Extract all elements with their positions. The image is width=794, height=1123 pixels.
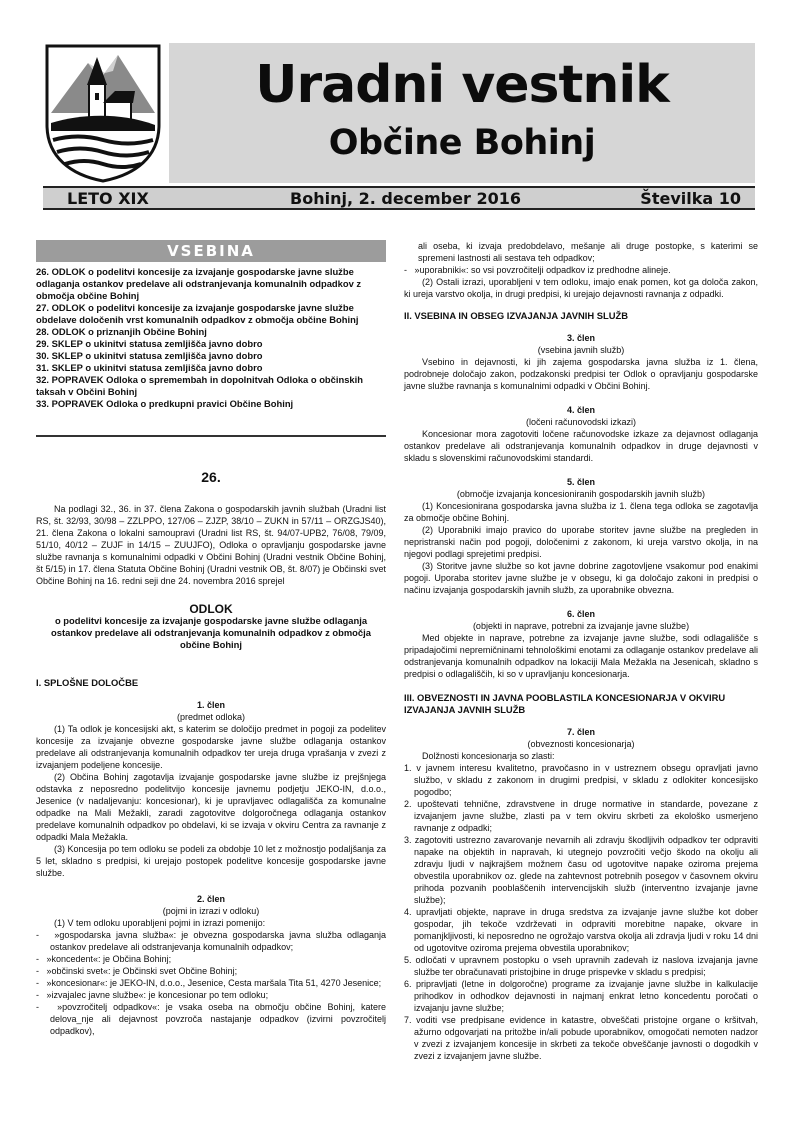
article-title: 5. člen: [566, 477, 595, 487]
bohinj-coat-of-arms-logo: [43, 43, 163, 183]
toc-item[interactable]: 29. SKLEP o ukinitvi statusa zemljišča javno dobro: [36, 338, 263, 349]
article-title: 2. člen: [196, 894, 225, 904]
toc-item[interactable]: 33. POPRAVEK Odloka o predkupni pravici Občine Bohinj: [36, 398, 294, 409]
toc-item[interactable]: 27. ODLOK o podelitvi koncesije za izvajanje gospodarske javne službe obdelave določenih vrst komunalnih odpadkov z območja občine Bohinj: [36, 302, 359, 325]
contents-heading: VSEBINA: [36, 240, 386, 262]
paragraph: (1) Koncesionirana gospodarska javna služba iz 1. člena tega odloka se zagotavlja za območje občine Bohinj.: [404, 501, 758, 523]
article-title: 1. člen: [196, 700, 225, 710]
title-panel: [169, 43, 755, 183]
toc-item[interactable]: 28. ODLOK o priznanjih Občine Bohinj: [36, 326, 207, 337]
list-item-text: »izvajalec javne službe«: je koncesionar po tem odloku;: [46, 990, 269, 1000]
table-of-contents: [36, 266, 386, 410]
publication-subtitle: Občine Bohinj: [328, 123, 596, 163]
article-subtitle: (območje izvajanja koncesioniranih gospodarskih javnih služb): [456, 489, 706, 499]
paragraph: (2) Ostali izrazi, uporabljeni v tem odloku, imajo enak pomen, kot ga določa zakon, ki ureja varstvo okolja, in drugi predpisi, ki urejajo dejavnosti ravnanja z odpadki.: [404, 277, 758, 299]
list-item: 3. zagotoviti ustrezno zavarovanje nevarnih ali zdravju škodljivih odpadkov ter odpraviti napake na objektih in napravah, ki utegnejo povzročiti večjo škodo na okolju ali zdravju ljudi v najkrajšem možnem času od ugotovitve napake oziroma prejema obvestila uporabnikov oz. glede na zahtevnost potrebnih posegov v časovnem okviru prihoda pozvanih pooblaščenih intervencijskih služb (interventno izvajanje javne službe);: [404, 835, 758, 905]
article-title: 3. člen: [566, 333, 595, 343]
paragraph: (3) Koncesija po tem odloku se podeli za obdobje 10 let z možnostjo podaljšanja za 5 let, skladno s predpisi, ki urejajo postopek podelitve koncesije gospodarske javne službe.: [36, 844, 386, 878]
article-subtitle: (ločeni računovodski izkazi): [525, 417, 637, 427]
article-title: 6. člen: [566, 609, 595, 619]
list-item-text: »povzročitelj odpadkov«: je vsaka oseba na območju občine Bohinj, katere delova_nje ali dejavnost povzroča nastajanje odpadkov (izvirni povzročitelj odpadkov),: [50, 1002, 386, 1036]
publication-title: Uradni vestnik: [255, 55, 669, 115]
list-item: 6. pripravljati (letne in dolgoročne) programe za izvajanje javne službe in kalkulacije prihodkov in odhodkov dejavnosti in najmanj enkrat letno koncedentu poročati o izvajanju javne službe;: [404, 979, 758, 1013]
list-item: - »povzročitelj odpadkov«: je vsaka oseba na območju občine Bohinj, katere delova_nje ali dejavnost povzroča nastajanje odpadkov (izvirni povzročitelj odpadkov),: [36, 1002, 386, 1036]
section-heading: I. SPLOŠNE DOLOČBE: [36, 677, 139, 688]
list-item: 2. upoštevati tehnične, zdravstvene in druge normative in standarde, povezane z izvajanjem javne službe, zlasti pa v tem okviru skrbeti za ekološko usmerjeno ravnanje z odpadki;: [404, 799, 758, 833]
paragraph: Vsebino in dejavnosti, ki jih zajema gospodarska javna služba iz 1. člena, podrobneje določajo zakon, podzakonski predpisi ter Odlok o opravljanju gospodarske javne službe ravnanja s komunalnimi odpadki v Občini Bohinj.: [404, 357, 758, 391]
toc-item[interactable]: 26. ODLOK o podelitvi koncesije za izvajanje gospodarske javne službe odlaganja ostankov predelave ali odstranjevanja komunalnih odpadkov z območja občine Bohinj: [36, 266, 362, 301]
toc-item[interactable]: 31. SKLEP o ukinitvi statusa zemljišča javno dobro: [36, 362, 263, 373]
decree-title: ODLOK: [189, 602, 233, 616]
list-item-text: »koncesionar«: je JEKO-IN, d.o.o., Jesenice, Cesta maršala Tita 51, 4270 Jesenice;: [46, 978, 382, 988]
left-column: [36, 240, 386, 1037]
decree-subtitle: o podelitvi koncesije za izvajanje gospodarske javne službe odlaganja ostankov predelave ali odstranjevanja komunalnih odpadkov z območja občine Bohinj: [51, 615, 371, 650]
paragraph: (2) Uporabniki imajo pravico do uporabe storitev javne službe na pregleden in nepristranski način pod pogoji, določenimi z zakonom, ki ureja varstvo okolja, in na njegovi podlagi sprejetimi predpisi.: [404, 525, 758, 559]
divider: [36, 435, 386, 437]
list-item: - »koncedent«: je Občina Bohinj;: [36, 954, 172, 964]
article-subtitle: (predmet odloka): [176, 712, 246, 722]
list-item: - »občinski svet«: je Občinski svet Občine Bohinj;: [36, 966, 238, 976]
paragraph: (3) Storitve javne službe so kot javne dobrine zagotovljene vsakomur pod enakimi pogoji. Uporaba storitev javne službe je v obsegu, ki ga določajo zakoni in predpisi o načinu izvajanja gospodarskih javnih služb, za uporabnike obvezna.: [404, 561, 758, 595]
list-item: - »koncesionar«: je JEKO-IN, d.o.o., Jesenice, Cesta maršala Tita 51, 4270 Jesenice;: [36, 978, 382, 988]
paragraph: ali oseba, ki izvaja predobdelavo, mešanje ali druge postopke, s katerimi se spremeni lastnosti ali sestava teh odpadkov;: [418, 241, 758, 263]
paragraph: (2) Občina Bohinj zagotavlja izvajanje gospodarske javne službe iz prejšnjega odstavka z neposredno podelitvijo koncesije javnemu podjetju JEKO-IN, d.o.o., Jesenice (v nadaljevanju: koncesionar), ki je upravljavec odlagališča za komunalne odpadke na Mali Mežakli, zaradi zagotovitve dolgoročnega odlaganja ostankov predelave komunalnih odpadkov po obdelavi, ki se izvaja v okviru Centra za ravnanje z odpadki Mala Mežakla.: [36, 772, 386, 842]
list-item: 4. upravljati objekte, naprave in druga sredstva za izvajanje javne službe kot dober gospodar, jih tekoče vzdrževati in odpraviti morebitne napake, okvare in pomanjkljivosti, ki neposredno ne ogrožajo varstva okolja ali zdravja ljudi v roku 14 dni od ugotovitve oziroma prejema obvestila uporabnikov;: [404, 907, 758, 953]
list-item-text: »občinski svet«: je Občinski svet Občine Bohinj;: [46, 966, 238, 976]
paragraph: (1) V tem odloku uporabljeni pojmi in izrazi pomenijo:: [54, 918, 266, 928]
issue-year: LETO XIX: [67, 189, 149, 208]
paragraph: Koncesionar mora zagotoviti ločene računovodske izkaze za dejavnost odlaganja ostankov predelave ali odstranjevanja komunalnih odpadkov in druge dejavnosti v skladu s slovenskimi računovodskimi standardi.: [404, 429, 758, 463]
list-item-text: »uporabniki«: so vsi povzročitelji odpadkov iz predhodne alineje.: [414, 265, 671, 275]
list-item-text: »koncedent«: je Občina Bohinj;: [46, 954, 172, 964]
article-subtitle: (obveznosti koncesionarja): [527, 739, 635, 749]
list-item: 1. v javnem interesu kvalitetno, pravočasno in v ustreznem obsegu opravljati javno službo, v skladu z zakonom in drugimi predpisi, v skladu z odlokiter koncesijsko pogodbo;: [404, 763, 758, 797]
issue-bar: [43, 186, 755, 210]
toc-item[interactable]: 30. SKLEP o ukinitvi statusa zemljišča javno dobro: [36, 350, 263, 361]
list-item: 5. odločati v upravnem postopku o vseh upravnih zadevah iz naslova izvajanja javne službe ter obračunavati pristojbine in druge prispevke v skladu s predpisi;: [404, 955, 758, 977]
list-item: - »izvajalec javne službe«: je koncesionar po tem odloku;: [36, 990, 269, 1000]
section-heading: II. VSEBINA IN OBSEG IZVAJANJA JAVNIH SLUŽB: [404, 310, 628, 321]
decree-number: 26.: [201, 469, 221, 485]
paragraph: (1) Ta odlok je koncesijski akt, s katerim se določijo predmet in pogoji za podelitev koncesije za izvajanje obvezne gospodarske javne službe odlaganja ostankov predelave ali odstranjevanja komunalnih odpadkov ter ureja druga vprašanja v zvezi z izvajanjem podeljene koncesije.: [36, 724, 386, 770]
article-subtitle: (vsebina javnih služb): [537, 345, 625, 355]
masthead: [43, 43, 755, 213]
list-item: - »gospodarska javna služba«: je obvezna gospodarska javna služba odlaganja ostankov predelave ali odstranjevanja komunalnih odpadkov;: [36, 930, 387, 952]
paragraph: Med objekte in naprave, potrebne za izvajanje javne službe, sodi odlagališče s pripadajočimi nepremičninami tehnološkimi enotami za odlaganje ostankov predelave ali odstranjevanja komunalnih odpadkov na lokaciji Mala Mežakla na Jesenicah, skladno s predpisi o odlagališčih, ki so v upravljanju koncesionarja.: [404, 633, 758, 679]
list-item: - »uporabniki«: so vsi povzročitelji odpadkov iz predhodne alineje.: [404, 265, 671, 275]
issue-number: Številka 10: [640, 189, 741, 208]
list-item-text: »gospodarska javna služba«: je obvezna gospodarska javna služba odlaganja ostankov predelave ali odstranjevanja komunalnih odpadkov;: [50, 930, 387, 952]
issue-date: Bohinj, 2. december 2016: [290, 189, 521, 208]
right-column: [404, 240, 758, 1062]
section-heading: III. OBVEZNOSTI IN JAVNA POOBLASTILA KONCESIONARJA V OKVIRU IZVAJANJA JAVNIH SLUŽB: [404, 692, 726, 715]
article-subtitle: (pojmi in izrazi v odloku): [162, 906, 260, 916]
article-subtitle: (objekti in naprave, potrebni za izvajanje javne službe): [472, 621, 690, 631]
preamble: Na podlagi 32., 36. in 37. člena Zakona o gospodarskih javnih službah (Uradni list RS, št. 32/93, 30/98 – ZZLPPO, 127/06 – ZJZP, 38/10 – ZUKN in 57/11 – ORZGJS40), 21. člena Zakona o lokalni samoupravi (Uradni list RS, št. 94/07-UPB2, 76/08, 79/09, 51/10, 40/12 – ZUJF in 14/15 – ZUUJFO), Odloka o opravljanju gospodarske javne službe ravnanja s komunalnimi odpadki v Občini Bohinj (Uradni vestnik Občine Bohinj, št 5/15) in 17. člena Statuta Občine Bohinj (Uradni vestnik OB, št. 8/07) je Občinski svet Občine Bohinj na 16. redni seji dne 24. novembra 2016 sprejel: [36, 504, 386, 586]
article-title: 4. člen: [566, 405, 595, 415]
list-item: 7. voditi vse predpisane evidence in katastre, obveščati pristojne organe o kršitvah, ažurno odgovarjati na pritožbe in/ali pobude uporabnikov, omogočati nemoten nadzor v zvezi z izvajanjem koncesije in skrbeti za tekoče obveščanje javnosti o dogodkih v zvezi z izvajanjem javne službe.: [404, 1015, 758, 1061]
paragraph: Dolžnosti koncesionarja so zlasti:: [422, 751, 555, 761]
toc-item[interactable]: 32. POPRAVEK Odloka o spremembah in dopolnitvah Odloka o občinskih taksah v Občini Bohinj: [36, 374, 363, 397]
article-title: 7. člen: [566, 727, 595, 737]
